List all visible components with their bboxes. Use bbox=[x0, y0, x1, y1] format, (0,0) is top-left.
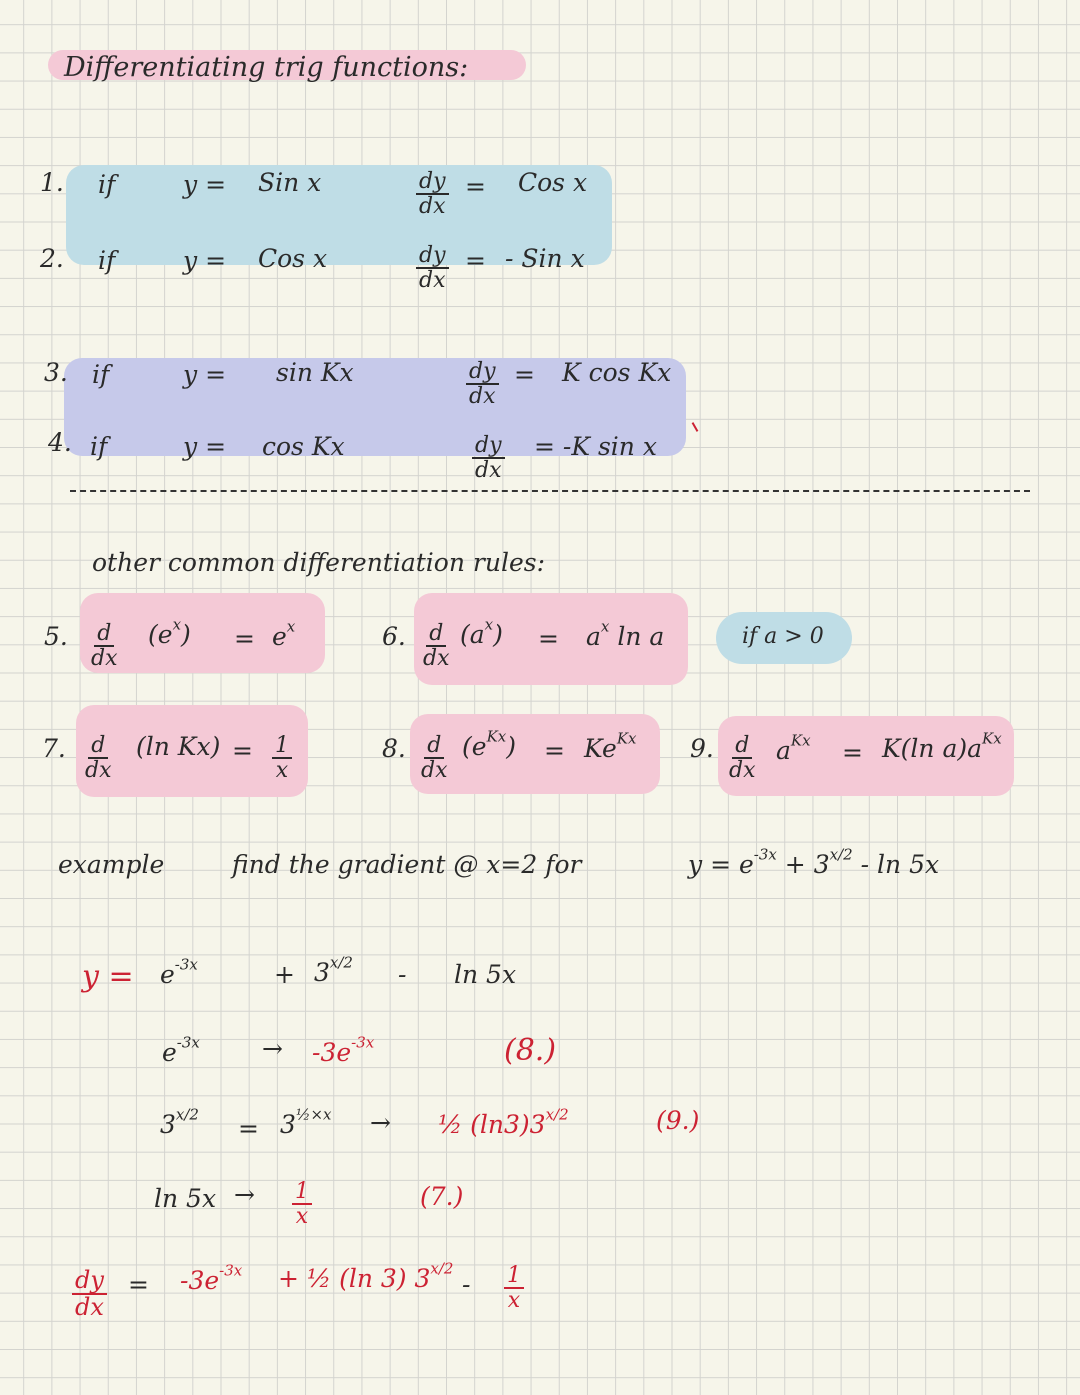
line2-term: $e^{-3x}$ bbox=[162, 1033, 200, 1067]
rule-3-y: y = bbox=[183, 360, 227, 389]
rule-6-expression: $(a^x)$ bbox=[460, 615, 503, 649]
rule-1-if: if bbox=[98, 170, 116, 199]
rule-7-equals: = bbox=[232, 736, 253, 765]
line3-arrow: → bbox=[370, 1108, 391, 1137]
final-term-3: $\frac{1}{x}$ bbox=[504, 1264, 524, 1312]
rule-5-result: $e^x$ bbox=[272, 617, 296, 651]
rule-5-number: 5. bbox=[44, 622, 68, 651]
line3-result: ½ $(\ln 3)3^{x/2}$ bbox=[438, 1105, 569, 1139]
rule-2-if: if bbox=[98, 246, 116, 275]
line4-term: ln 5x bbox=[154, 1184, 217, 1213]
line3-ref: (9.) bbox=[656, 1106, 700, 1135]
final-term-1: $-3e^{-3x}$ bbox=[180, 1261, 243, 1295]
rule-7-number: 7. bbox=[42, 734, 66, 763]
rule-6-result: $a^x$ ln a bbox=[586, 617, 665, 651]
final-term-2: + ½ (ln 3) $3^{x/2}$ bbox=[278, 1259, 454, 1293]
rule-7-expression: (ln Kx) bbox=[136, 732, 221, 761]
rule-9-number: 9. bbox=[690, 734, 714, 763]
rule-2-number: 2. bbox=[40, 244, 64, 273]
rule-5-expression: $(e^x)$ bbox=[148, 615, 191, 649]
rule-1-function: Sin x bbox=[258, 168, 322, 197]
final-minus: - bbox=[462, 1270, 471, 1299]
rule-6-ddx: $\frac{d}{dx}$ bbox=[423, 621, 450, 672]
line4-result: $\frac{1}{x}$ bbox=[292, 1180, 312, 1228]
rule-8-expression: $(e^{Kx})$ bbox=[462, 727, 516, 761]
rule-8-equals: = bbox=[544, 736, 565, 765]
example-function: $y = e^{-3x} + 3^{x/2} - \ln 5x$ bbox=[688, 845, 940, 879]
line2-result: $-3e^{-3x}$ bbox=[312, 1033, 375, 1067]
line4-arrow: → bbox=[234, 1180, 255, 1209]
line3-term: $3^{x/2}$ bbox=[160, 1105, 199, 1139]
rule-1-y: y = bbox=[183, 170, 227, 199]
line4-ref: (7.) bbox=[420, 1182, 464, 1211]
rule-2-y: y = bbox=[183, 246, 227, 275]
subtitle: other common differentiation rules: bbox=[92, 548, 545, 577]
rule-3-equals: = bbox=[514, 360, 535, 389]
rule-4-y: y = bbox=[183, 432, 227, 461]
rule-5-equals: = bbox=[234, 624, 255, 653]
rule-1-result: Cos x bbox=[518, 168, 588, 197]
working-term-2: $3^{x/2}$ bbox=[314, 953, 353, 987]
working-term-3: ln 5x bbox=[454, 960, 517, 989]
rule-9-ddx: $\frac{d}{dx}$ bbox=[729, 733, 756, 784]
rule-3-dydx: $\frac{dy}{dx}$ bbox=[466, 360, 499, 408]
rule-8-result: $Ke^{Kx}$ bbox=[584, 729, 637, 763]
rule-3-number: 3. bbox=[44, 358, 68, 387]
rule-9-equals: = bbox=[842, 738, 863, 767]
rule-6-condition: if a > 0 bbox=[742, 624, 824, 649]
rule-9-result: K(ln $a)a^{Kx}$ bbox=[882, 729, 1002, 763]
dashed-divider bbox=[70, 490, 1030, 492]
rule-2-result: - Sin x bbox=[505, 244, 585, 273]
rule-3-result: K cos Kx bbox=[562, 358, 672, 387]
rule-3-function: sin Kx bbox=[276, 358, 354, 387]
rule-8-ddx: $\frac{d}{dx}$ bbox=[421, 733, 448, 784]
rule-4-if: if bbox=[90, 432, 108, 461]
working-minus: - bbox=[398, 960, 407, 989]
rule-2-dydx: $\frac{dy}{dx}$ bbox=[416, 244, 449, 292]
line2-arrow: → bbox=[262, 1034, 283, 1063]
page-title: Differentiating trig functions: bbox=[64, 52, 469, 83]
rule-1-equals: = bbox=[465, 172, 486, 201]
working-y: y = bbox=[82, 959, 134, 994]
line3-equals: = bbox=[238, 1114, 259, 1143]
rule-1-dydx: $\frac{dy}{dx}$ bbox=[416, 170, 449, 218]
rule-2-equals: = bbox=[465, 246, 486, 275]
rule-1-number: 1. bbox=[40, 168, 64, 197]
rule-6-number: 6. bbox=[382, 622, 406, 651]
red-tick-mark bbox=[692, 422, 699, 432]
example-label: example bbox=[58, 850, 165, 879]
line2-ref: (8.) bbox=[504, 1033, 557, 1068]
rule-7-ddx: $\frac{d}{dx}$ bbox=[85, 733, 112, 784]
working-term-1: $e^{-3x}$ bbox=[160, 955, 198, 989]
rule-2-function: Cos x bbox=[258, 244, 328, 273]
rule-9-expression: $a^{Kx}$ bbox=[776, 731, 811, 765]
final-dydx: $\frac{dy}{dx}$ bbox=[72, 1268, 107, 1320]
rule-4-function: cos Kx bbox=[262, 432, 345, 461]
rule-4-dydx: $\frac{dy}{dx}$ bbox=[472, 434, 505, 482]
line3-rewrite: $3^{\frac{1}{2}\times x}$ bbox=[280, 1105, 332, 1139]
rule-6-equals: = bbox=[538, 624, 559, 653]
example-question: find the gradient @ x=2 for bbox=[232, 850, 582, 879]
rule-8-number: 8. bbox=[382, 734, 406, 763]
rule-5-ddx: $\frac{d}{dx}$ bbox=[91, 621, 118, 672]
rule-3-if: if bbox=[92, 360, 110, 389]
final-equals: = bbox=[128, 1270, 149, 1299]
rule-4-result: = -K sin x bbox=[534, 432, 657, 461]
working-plus: + bbox=[274, 960, 295, 989]
rule-7-result: $\frac{1}{x}$ bbox=[272, 734, 292, 782]
rule-4-number: 4. bbox=[48, 428, 72, 457]
